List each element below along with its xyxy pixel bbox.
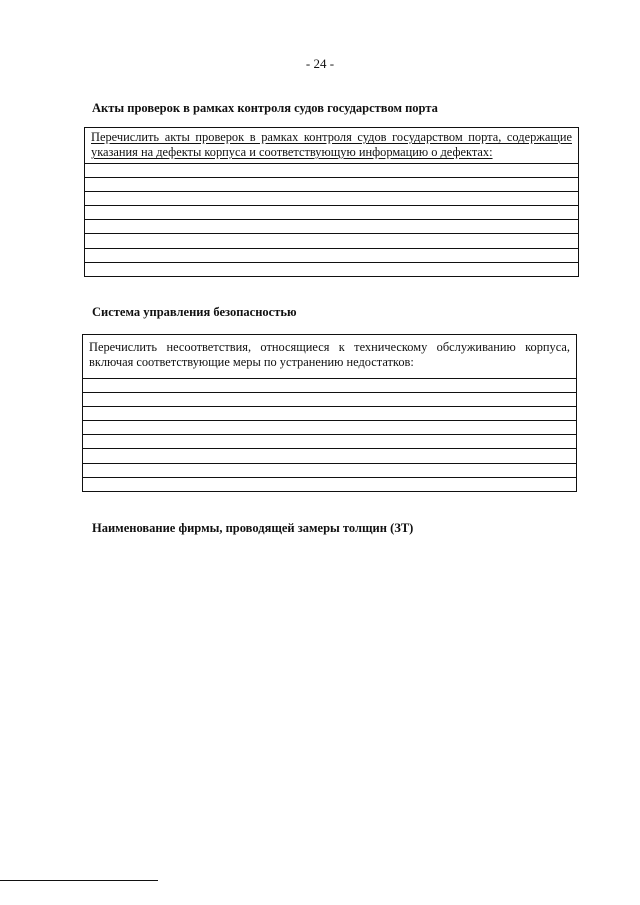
page-number: - 24 -: [305, 56, 335, 71]
fill-line[interactable]: [83, 434, 576, 448]
psc-inspections-fill-lines: [85, 163, 578, 277]
fill-line[interactable]: [83, 477, 576, 491]
fill-line[interactable]: [85, 177, 578, 191]
safety-management-form-box: [82, 334, 577, 492]
fill-line[interactable]: [85, 233, 578, 247]
fill-line[interactable]: [83, 420, 576, 434]
fill-line[interactable]: [83, 378, 576, 392]
fill-line[interactable]: [85, 205, 578, 219]
section-heading-psc-inspections: Акты проверок в рамках контроля судов государством порта: [92, 101, 438, 115]
fill-line[interactable]: [85, 219, 578, 233]
fill-line[interactable]: [85, 191, 578, 205]
fill-line[interactable]: [83, 463, 576, 477]
psc-inspections-instruction: Перечислить акты проверок в рамках контроля судов государством порта, содержащие указания на дефекты корпуса и соответствующую информацию о дефектах:: [91, 130, 572, 159]
safety-management-instruction: Перечислить несоответствия, относящиеся к техническому обслуживанию корпуса, включая соответствующие меры по устранению недостатков:: [89, 340, 570, 369]
fill-line[interactable]: [85, 163, 578, 177]
section-heading-thickness-measurement-firm: Наименование фирмы, проводящей замеры толщин (ЗТ): [92, 521, 414, 535]
safety-management-fill-lines: [83, 378, 576, 492]
section-heading-safety-management: Система управления безопасностью: [92, 305, 297, 319]
fill-line[interactable]: [83, 392, 576, 406]
fill-line[interactable]: [83, 448, 576, 462]
fill-line[interactable]: [85, 262, 578, 276]
psc-inspections-form-box: [84, 127, 579, 277]
footnote-rule: [0, 880, 158, 881]
fill-line[interactable]: [85, 248, 578, 262]
fill-line[interactable]: [83, 406, 576, 420]
